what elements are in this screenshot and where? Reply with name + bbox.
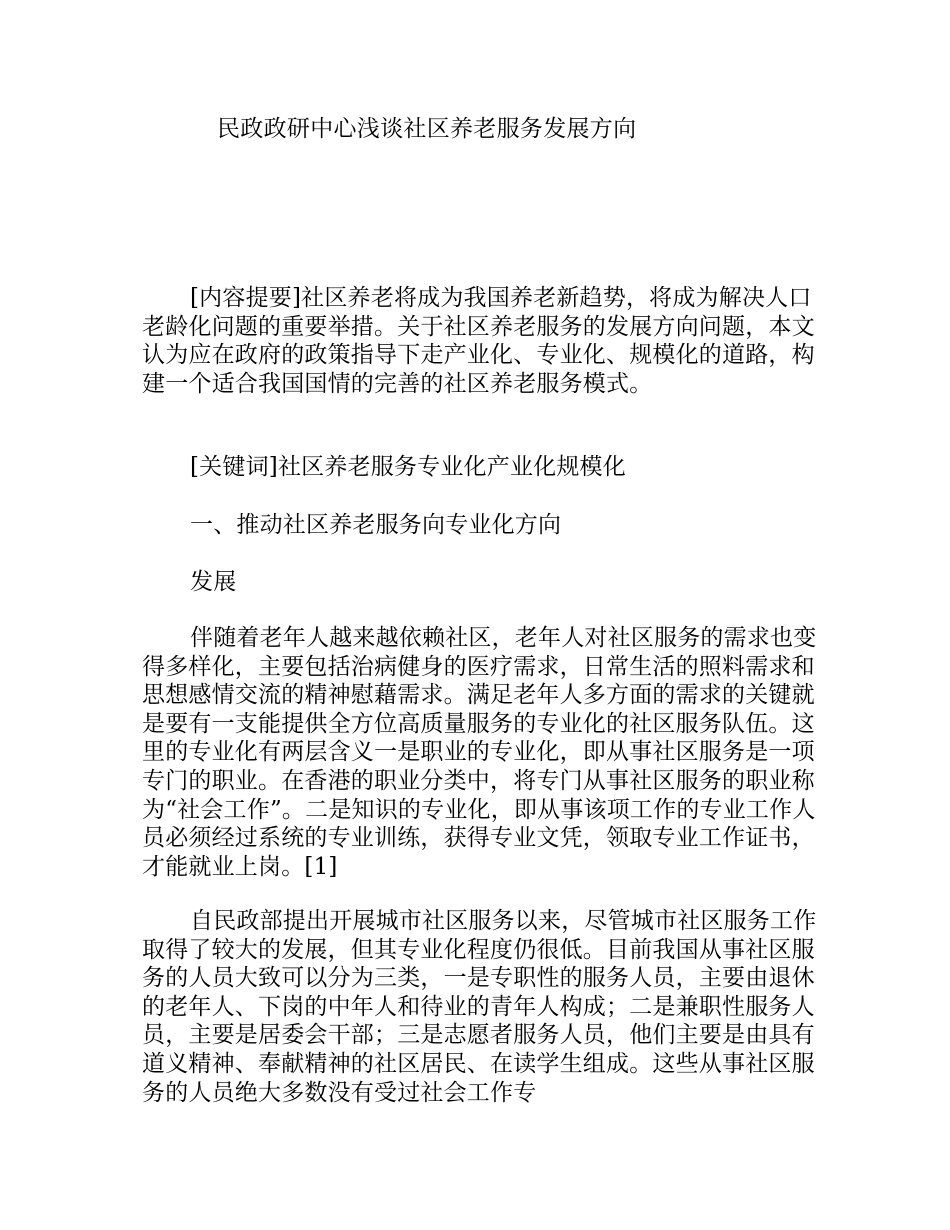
document-title: 民政政研中心浅谈社区养老服务发展方向 [217, 116, 637, 142]
keywords-line: [关键词]社区养老服务专业化产业化规模化 [190, 454, 626, 480]
section-heading-continuation: 发展 [190, 569, 237, 595]
section-heading: 一、推动社区养老服务向专业化方向 [190, 512, 562, 538]
abstract-paragraph: [内容提要]社区养老将成为我国养老新趋势，将成为解决人口老龄化问题的重要举措。关于社区养老服务的发展方向问题，本文认为应在政府的政策指导下走产业化、专业化、规模化的道路，构建一个适合我国国情的完善的社区养老服务模式。 [142, 285, 815, 397]
body-paragraph-2: 自民政部提出开展城市社区服务以来，尽管城市社区服务工作取得了较大的发展，但其专业化程度仍很低。目前我国从事社区服务的人员大致可以分为三类，一是专职性的服务人员，主要由退休的老年人、下岗的中年人和待业的青年人构成；二是兼职性服务人员，主要是居委会干部；三是志愿者服务人员，他们主要是由具有道义精神、奉献精神的社区居民、在读学生组成。这些从事社区服务的人员绝大多数没有受过社会工作专 [142, 908, 817, 1106]
body-paragraph-1: 伴随着老年人越来越依赖社区，老年人对社区服务的需求也变得多样化，主要包括治病健身的医疗需求，日常生活的照料需求和思想感情交流的精神慰藉需求。满足老年人多方面的需求的关键就是要有一支能提供全方位高质量服务的专业化的社区服务队伍。这里的专业化有两层含义一是职业的专业化，即从事社区服务是一项专门的职业。在香港的职业分类中，将专门从事社区服务的职业称为“社会工作”。二是知识的专业化，即从事该项工作的专业工作人员必须经过系统的专业训练，获得专业文凭，领取专业工作证书，才能就业上岗。[1] [142, 625, 817, 880]
